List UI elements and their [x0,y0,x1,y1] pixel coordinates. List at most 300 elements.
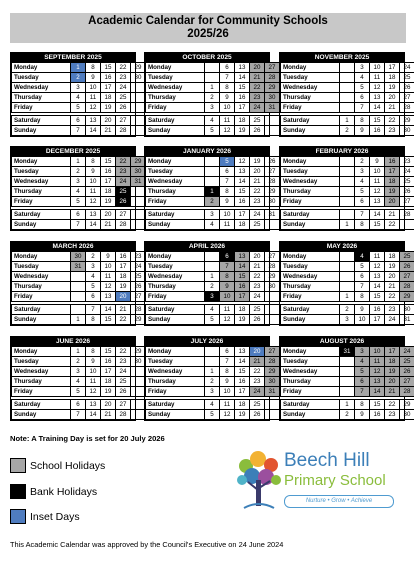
weekday-label: Wednesday [12,177,71,187]
date-cell: 15 [101,347,116,357]
weekday-row [12,63,146,73]
date-cell: 9 [355,410,370,420]
date-cell: 24 [250,103,265,113]
weekday-label: Monday [281,347,340,357]
weekday-row [12,377,146,387]
weekday-label: Saturday [281,400,340,410]
date-cell: 11 [86,377,101,387]
weekday-label: Monday [12,347,71,357]
date-cell: 23 [250,197,265,207]
date-cell: 5 [355,262,370,272]
weekday-label: Wednesday [146,367,205,377]
date-cell: 17 [116,262,131,272]
weekday-label: Tuesday [12,167,71,177]
date-cell: 20 [250,63,265,73]
calendar-title [10,13,406,43]
date-cell: 21 [101,410,116,420]
training-day-note: Note: A Training Day is set for 20 July 2026 [10,434,165,443]
date-cell: 19 [385,262,400,272]
date-cell: 13 [101,292,116,302]
date-cell: 7 [71,220,86,230]
date-cell: 21 [385,387,400,397]
date-cell: 23 [116,73,131,83]
date-cell: 9 [220,377,235,387]
date-cell: 20 [101,210,116,220]
weekday-label: Tuesday [281,357,340,367]
date-cell [265,116,280,126]
weekday-label: Sunday [12,126,71,136]
weekday-row [12,220,146,230]
date-cell: 9 [86,73,101,83]
weekday-label: Wednesday [12,83,71,93]
weekday-row [281,116,414,126]
date-cell: 9 [86,357,101,367]
date-cell: 3 [205,387,220,397]
date-cell: 15 [101,315,116,325]
date-cell: 12 [220,126,235,136]
weekday-label: Sunday [281,315,340,325]
date-cell: 25 [400,357,414,367]
weekday-row [146,167,280,177]
month-name: MAY 2026 [280,242,404,251]
date-cell: 27 [116,400,131,410]
date-cell: 14 [86,410,101,420]
date-cell: 10 [370,63,385,73]
date-cell: 9 [86,167,101,177]
date-cell: 15 [235,187,250,197]
weekday-label: Monday [12,157,71,167]
month-calendar [144,241,276,326]
weekday-row [146,177,280,187]
weekday-label: Sunday [12,410,71,420]
school-tagline: Nurture • Grow • Achieve [284,495,394,508]
date-cell: 1 [340,220,355,230]
weekday-label: Sunday [146,220,205,230]
date-cell: 17 [235,387,250,397]
date-cell: 22 [250,367,265,377]
date-cell: 3 [355,63,370,73]
month-name: DECEMBER 2025 [11,147,135,156]
date-cell: 13 [235,347,250,357]
date-cell: 18 [385,357,400,367]
date-cell: 8 [86,315,101,325]
month-calendar [10,146,142,231]
date-cell: 18 [101,377,116,387]
weekday-row [281,272,414,282]
weekday-row [146,377,280,387]
date-cell: 27 [265,63,280,73]
legend-label: School Holidays [30,459,106,472]
date-cell: 29 [400,116,414,126]
date-cell: 16 [235,377,250,387]
date-cell: 25 [250,220,265,230]
weekday-row [12,116,146,126]
month-table [11,62,146,136]
date-cell: 7 [355,387,370,397]
date-cell: 17 [235,103,250,113]
date-cell: 7 [220,262,235,272]
weekday-row [146,252,280,262]
weekday-row [281,400,414,410]
date-cell: 26 [400,187,414,197]
date-cell: 6 [220,63,235,73]
date-cell: 12 [220,410,235,420]
date-cell: 13 [86,116,101,126]
date-cell [340,73,355,83]
weekday-row [281,197,414,207]
date-cell [340,103,355,113]
date-cell: 31 [265,387,280,397]
weekday-row [146,282,280,292]
weekday-row [12,83,146,93]
date-cell: 3 [71,83,86,93]
date-cell: 7 [86,305,101,315]
date-cell: 18 [101,93,116,103]
date-cell [71,282,86,292]
weekday-label: Thursday [281,93,340,103]
date-cell: 28 [400,103,414,113]
date-cell: 1 [340,116,355,126]
approval-footer: This Academic Calendar was approved by the Council's Executive on 24 June 2024 [10,540,284,549]
date-cell: 2 [205,377,220,387]
weekday-label: Friday [281,292,340,302]
date-cell: 16 [385,157,400,167]
date-cell: 24 [250,387,265,397]
date-cell: 30 [265,197,280,207]
legend-label: Inset Days [30,510,80,523]
date-cell: 2 [71,167,86,177]
weekday-row [281,103,414,113]
weekday-row [12,305,146,315]
date-cell: 23 [250,377,265,387]
date-cell: 28 [265,262,280,272]
date-cell: 2 [205,93,220,103]
date-cell: 19 [235,410,250,420]
date-cell [71,272,86,282]
date-cell: 25 [116,377,131,387]
date-cell: 6 [355,272,370,282]
date-cell: 6 [355,197,370,207]
weekday-row [12,252,146,262]
date-cell: 17 [385,63,400,73]
date-cell: 12 [86,197,101,207]
date-cell: 4 [205,220,220,230]
date-cell: 31 [265,103,280,113]
date-cell: 11 [370,357,385,367]
date-cell: 15 [370,220,385,230]
date-cell: 4 [86,272,101,282]
weekday-row [281,83,414,93]
weekday-row [12,282,146,292]
date-cell: 8 [355,220,370,230]
date-cell: 18 [385,252,400,262]
date-cell: 10 [101,262,116,272]
date-cell: 16 [370,305,385,315]
date-cell: 2 [205,197,220,207]
date-cell: 29 [265,187,280,197]
date-cell: 18 [235,305,250,315]
weekday-row [281,282,414,292]
weekday-label: Tuesday [12,357,71,367]
date-cell: 19 [235,126,250,136]
date-cell: 8 [355,400,370,410]
date-cell: 5 [355,83,370,93]
date-cell: 14 [370,387,385,397]
weekday-label: Thursday [12,93,71,103]
weekday-label: Sunday [12,220,71,230]
date-cell: 9 [220,197,235,207]
date-cell: 8 [220,272,235,282]
date-cell: 17 [370,315,385,325]
date-cell: 11 [370,73,385,83]
date-cell [265,305,280,315]
date-cell: 21 [116,305,131,315]
weekday-row [12,177,146,187]
date-cell: 27 [265,252,280,262]
date-cell: 23 [385,126,400,136]
month-name: JULY 2026 [145,337,269,346]
date-cell: 19 [101,103,116,113]
weekday-row [281,63,414,73]
weekday-row [146,210,280,220]
month-calendar [279,52,411,137]
date-cell: 16 [235,93,250,103]
month-table [11,156,146,230]
weekday-row [146,157,280,167]
date-cell: 3 [340,315,355,325]
date-cell: 11 [220,116,235,126]
date-cell: 30 [400,126,414,136]
date-cell: 10 [86,177,101,187]
date-cell: 21 [385,210,400,220]
date-cell: 8 [220,187,235,197]
weekday-label: Wednesday [146,83,205,93]
weekday-row [281,387,414,397]
date-cell: 19 [101,387,116,397]
date-cell: 4 [205,116,220,126]
month-name: OCTOBER 2025 [145,53,269,62]
date-cell: 3 [86,262,101,272]
weekday-label: Friday [281,197,340,207]
date-cell: 21 [385,282,400,292]
date-cell: 14 [235,177,250,187]
date-cell [205,157,220,167]
date-cell: 27 [116,210,131,220]
date-cell: 15 [235,367,250,377]
date-cell: 9 [220,282,235,292]
month-name: APRIL 2026 [145,242,269,251]
weekday-row [12,410,146,420]
date-cell: 22 [116,347,131,357]
date-cell: 10 [370,347,385,357]
month-calendar [279,146,411,231]
month-calendar [144,336,276,421]
date-cell: 21 [101,220,116,230]
date-cell [340,93,355,103]
weekday-label: Monday [12,252,71,262]
weekday-row [12,347,146,357]
weekday-row [146,220,280,230]
weekday-label: Thursday [12,282,71,292]
date-cell: 21 [250,357,265,367]
date-cell: 15 [370,116,385,126]
date-cell: 22 [116,315,131,325]
date-cell: 3 [71,177,86,187]
weekday-label: Friday [12,387,71,397]
date-cell: 8 [220,83,235,93]
date-cell: 21 [101,126,116,136]
month-name: NOVEMBER 2025 [280,53,404,62]
date-cell: 8 [355,116,370,126]
weekday-label: Sunday [146,315,205,325]
date-cell: 26 [400,262,414,272]
weekday-label: Saturday [146,116,205,126]
month-table [11,346,146,420]
weekday-label: Thursday [146,282,205,292]
date-cell: 23 [385,410,400,420]
date-cell: 6 [71,116,86,126]
date-cell: 20 [385,197,400,207]
weekday-label: Monday [281,157,340,167]
date-cell: 3 [71,367,86,377]
date-cell: 30 [265,282,280,292]
date-cell [340,210,355,220]
date-cell: 27 [400,272,414,282]
date-cell [265,410,280,420]
date-cell: 3 [355,347,370,357]
date-cell: 11 [220,400,235,410]
date-cell: 10 [220,210,235,220]
date-cell: 12 [370,367,385,377]
date-cell: 23 [250,282,265,292]
weekday-row [12,167,146,177]
weekday-label: Monday [146,157,205,167]
date-cell: 21 [250,73,265,83]
weekday-label: Wednesday [281,177,340,187]
date-cell: 30 [71,252,86,262]
date-cell: 10 [220,103,235,113]
date-cell [340,367,355,377]
date-cell: 17 [101,83,116,93]
date-cell: 1 [205,83,220,93]
weekday-label: Thursday [12,187,71,197]
date-cell: 10 [86,367,101,377]
date-cell: 28 [265,177,280,187]
date-cell: 5 [205,410,220,420]
month-name: JANUARY 2026 [145,147,269,156]
weekday-row [281,357,414,367]
date-cell: 2 [340,126,355,136]
date-cell: 11 [370,252,385,262]
weekday-label: Monday [146,63,205,73]
date-cell: 28 [265,357,280,367]
date-cell: 5 [71,197,86,207]
weekday-label: Tuesday [281,73,340,83]
date-cell: 2 [205,282,220,292]
date-cell: 24 [250,292,265,302]
date-cell: 17 [101,367,116,377]
date-cell: 26 [116,103,131,113]
date-cell: 22 [385,220,400,230]
date-cell: 7 [355,282,370,292]
weekday-label: Sunday [146,410,205,420]
date-cell: 28 [116,126,131,136]
weekday-row [12,272,146,282]
date-cell: 24 [250,210,265,220]
date-cell: 18 [385,177,400,187]
date-cell: 30 [131,167,146,177]
date-cell: 10 [220,387,235,397]
date-cell: 22 [250,83,265,93]
weekday-row [281,210,414,220]
date-cell: 29 [131,347,146,357]
bank-holiday-swatch [10,484,26,499]
weekday-row [146,387,280,397]
date-cell: 31 [131,177,146,187]
date-cell: 2 [340,305,355,315]
date-cell: 30 [131,73,146,83]
weekday-row [146,410,280,420]
date-cell: 26 [400,83,414,93]
date-cell: 7 [220,357,235,367]
date-cell: 7 [220,73,235,83]
weekday-label: Friday [12,103,71,113]
date-cell: 26 [250,315,265,325]
month-name: MARCH 2026 [11,242,135,251]
weekday-row [281,305,414,315]
date-cell: 4 [205,305,220,315]
date-cell: 25 [116,187,131,197]
date-cell: 6 [355,93,370,103]
date-cell: 3 [205,292,220,302]
date-cell: 12 [220,315,235,325]
weekday-row [281,73,414,83]
date-cell: 6 [71,400,86,410]
date-cell: 24 [400,167,414,177]
date-cell [340,272,355,282]
date-cell: 20 [385,377,400,387]
date-cell: 11 [86,93,101,103]
date-cell: 15 [101,63,116,73]
legend-bank-holidays [10,484,97,499]
date-cell: 18 [235,220,250,230]
weekday-row [146,272,280,282]
date-cell: 27 [265,347,280,357]
weekday-label: Thursday [146,93,205,103]
weekday-label: Saturday [12,305,71,315]
weekday-row [146,126,280,136]
date-cell: 2 [86,252,101,262]
date-cell: 20 [101,400,116,410]
month-calendar [144,52,276,137]
weekday-label: Friday [146,103,205,113]
date-cell: 15 [235,83,250,93]
date-cell: 19 [385,367,400,377]
date-cell: 12 [235,157,250,167]
weekday-row [146,347,280,357]
date-cell: 10 [86,83,101,93]
date-cell: 19 [385,187,400,197]
weekday-row [12,367,146,377]
date-cell [340,357,355,367]
date-cell: 31 [265,210,280,220]
date-cell: 22 [385,292,400,302]
weekday-row [281,177,414,187]
date-cell: 20 [101,116,116,126]
month-name: AUGUST 2026 [280,337,404,346]
date-cell: 7 [355,103,370,113]
date-cell: 20 [385,272,400,282]
